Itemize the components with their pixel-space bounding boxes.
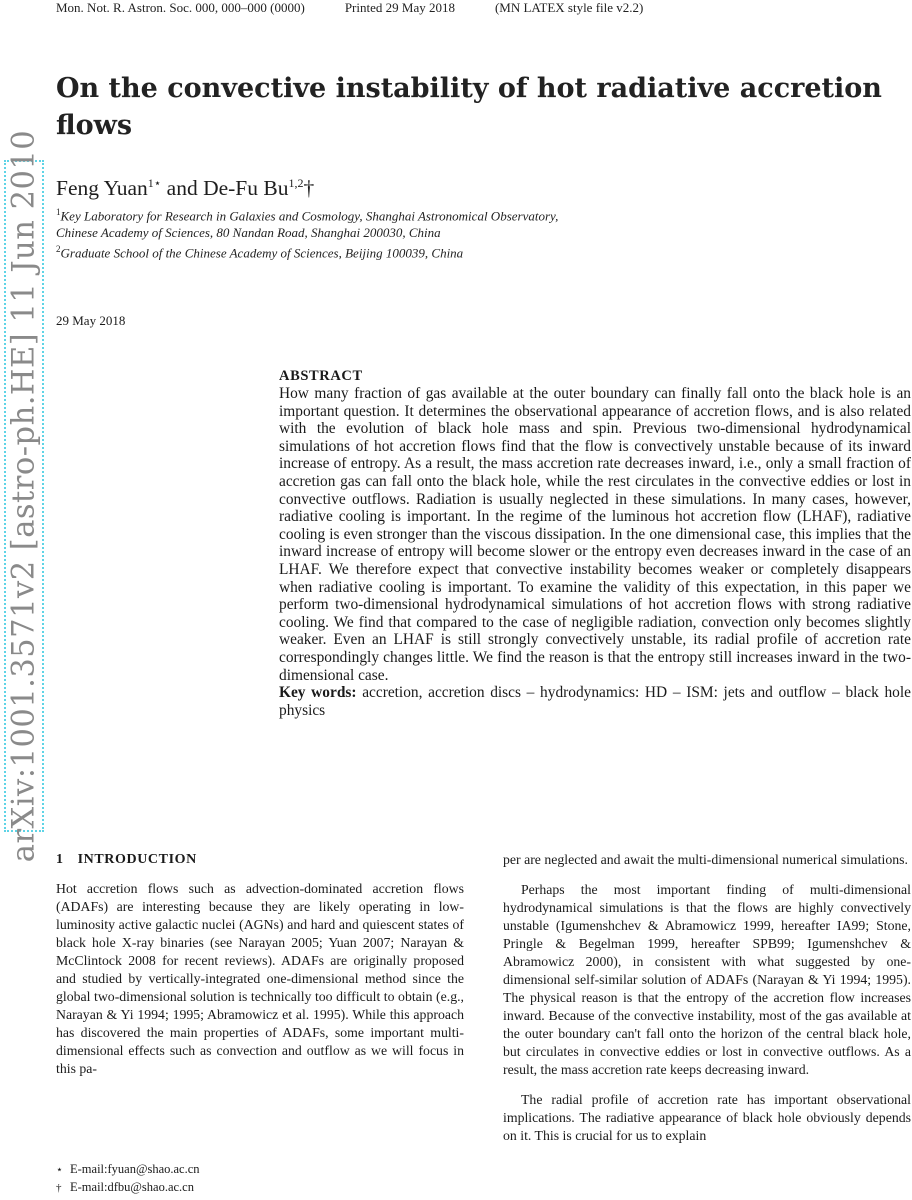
style-file: (MN LATEX style file v2.2): [494, 0, 644, 15]
keywords-list: accretion, accretion discs – hydrodynamics: HD – ISM: jets and outflow – black hole physics: [279, 684, 911, 719]
printed-date: Printed 29 May 2018: [344, 0, 455, 15]
right-column: [503, 851, 911, 1145]
footnote-2-email: E-mail:dfbu@shao.ac.cn: [70, 1180, 194, 1194]
section-title: INTRODUCTION: [77, 852, 197, 867]
arxiv-identifier: arXiv:1001.3571v2 [astro-ph.HE] 11 Jun 2010: [6, 129, 42, 863]
affiliation-1-line2: Chinese Academy of Sciences, 80 Nandan Road, Shanghai 200030, China: [56, 225, 441, 241]
affiliations: [56, 204, 856, 262]
affiliation-1-mark: 1: [56, 207, 61, 217]
abstract-block: [279, 367, 911, 719]
affiliation-1-line1: Key Laboratory for Research in Galaxies and Cosmology, Shanghai Astronomical Observatory,: [60, 208, 559, 224]
footnotes: [56, 1161, 456, 1197]
affiliation-1: [56, 204, 856, 224]
intro-paragraph-2: Perhaps the most important finding of multi-dimensional hydrodynamical simulations is that the flows are highly convectively unstable (Igumenshchev & Abramowicz 1999, hereafter IA99; Stone, Pringle & Begelman 1999, hereafter SPB99; Igumenshchev & Abramowicz 2000), in consistent with what suggested by one-dimensional self-similar solution of ADAFs (Narayan & Yi 1994; 1995). The physical reason is that the entropy of the accretion flow increases inward. Because of the convective instability, most of the gas available at the outer boundary can't fall onto the horizon of the central black hole, but circulates in convective eddies or lost in convective outflows. As a result, the mass accretion rate keeps decreasing inward.: [503, 882, 911, 1077]
section-heading: [56, 851, 464, 869]
running-header: [56, 0, 896, 16]
author-2: De-Fu Bu: [203, 176, 289, 201]
author-list: [56, 176, 314, 201]
footnote-1: [56, 1161, 456, 1179]
author-2-dagger: †: [303, 176, 315, 201]
affiliation-2-mark: 2: [56, 244, 61, 255]
author-1-marks: 1⋆: [147, 176, 162, 190]
journal-citation: [56, 0, 305, 16]
affiliation-2: [56, 241, 856, 261]
keywords: [279, 684, 911, 719]
paper-date: 29 May 2018: [56, 313, 126, 328]
intro-paragraph-1: Hot accretion flows such as advection-dominated accretion flows (ADAFs) are interesting because they are likely operating in low-luminosity active galactic nuclei (AGNs) and hard and quiescent states of black hole X-ray binaries (see Narayan 2005; Yuan 2007; Narayan & McClintock 2008 for recent reviews). ADAFs are originally proposed and studied by vertically-integrated one-dimensional method since the global two-dimensional solution is technically too difficult to obtain (e.g., Narayan & Yi 1994; 1995; Abramowicz et al. 1995). While this approach has discovered the main properties of ADAFs, some important multi-dimensional effects such as convection and outflow as we will focus in this pa-: [56, 881, 464, 1076]
journal-volume: 000, 000–000 (0000): [195, 0, 305, 15]
affiliation-2-line1: Graduate School of the Chinese Academy of Sciences, Beijing 100039, China: [60, 245, 464, 261]
keywords-label: Key words:: [279, 684, 357, 702]
paper-title: On the convective instability of hot radiative accretion flows: [56, 73, 882, 141]
abstract-text: How many fraction of gas available at the outer boundary can finally fall onto the black hole is an important question. It determines the observational appearance of accretion flows, and is also related with the evolution of black hole mass and spin. Previous two-dimensional hydrodynamical simulations of hot accretion flows find that the flow is convectively unstable because of its inward increase of entropy. As a result, the mass accretion rate decreases inward, i.e., only a small fraction of accretion gas can fall onto the black hole, while the rest circulates in the convective eddies or lost in convective outflows. Radiation is usually neglected in these simulations. In many cases, however, radiative cooling is important. In the regime of the luminous hot accretion flow (LHAF), radiative cooling is even stronger than the viscous dissipation. In the one dimensional case, this implies that the inward increase of entropy will become slower or the entropy even decreases inward in the case of an LHAF. We therefore expect that convective instability becomes weaker or completely disappears when radiative cooling is important. To examine the validity of this expectation, in this paper we perform two-dimensional hydrodynamical simulations of hot accretion flows with strong radiative cooling. We find that compared to the case of negligible radiation, convection only becomes slightly weaker. Even an LHAF is still strongly convectively unstable, its radial profile of accretion rate correspondingly changes little. We find the reason is that the entropy still increases inward in the two-dimensional case.: [279, 385, 911, 684]
footnote-1-mark: ⋆: [56, 1164, 63, 1176]
intro-paragraph-3: The radial profile of accretion rate has important observational implications. The radiative appearance of black hole obviously depends on it. This is crucial for us to explain: [503, 1092, 911, 1143]
author-connector: and: [161, 176, 204, 201]
footnote-2: [56, 1179, 456, 1197]
section-number: 1: [56, 852, 64, 867]
left-column: [56, 851, 464, 1078]
arxiv-stamp: [4, 129, 44, 863]
intro-paragraph-1-continued: per are neglected and await the multi-dimensional numerical simulations.: [503, 852, 908, 867]
footnote-2-mark: †: [56, 1182, 62, 1194]
abstract-heading: ABSTRACT: [279, 368, 363, 384]
author-2-marks: 1,2: [288, 176, 304, 190]
footnote-1-email: E-mail:fyuan@shao.ac.cn: [70, 1162, 200, 1176]
journal-name: Mon. Not. R. Astron. Soc.: [56, 0, 193, 15]
author-1: Feng Yuan: [56, 176, 148, 201]
